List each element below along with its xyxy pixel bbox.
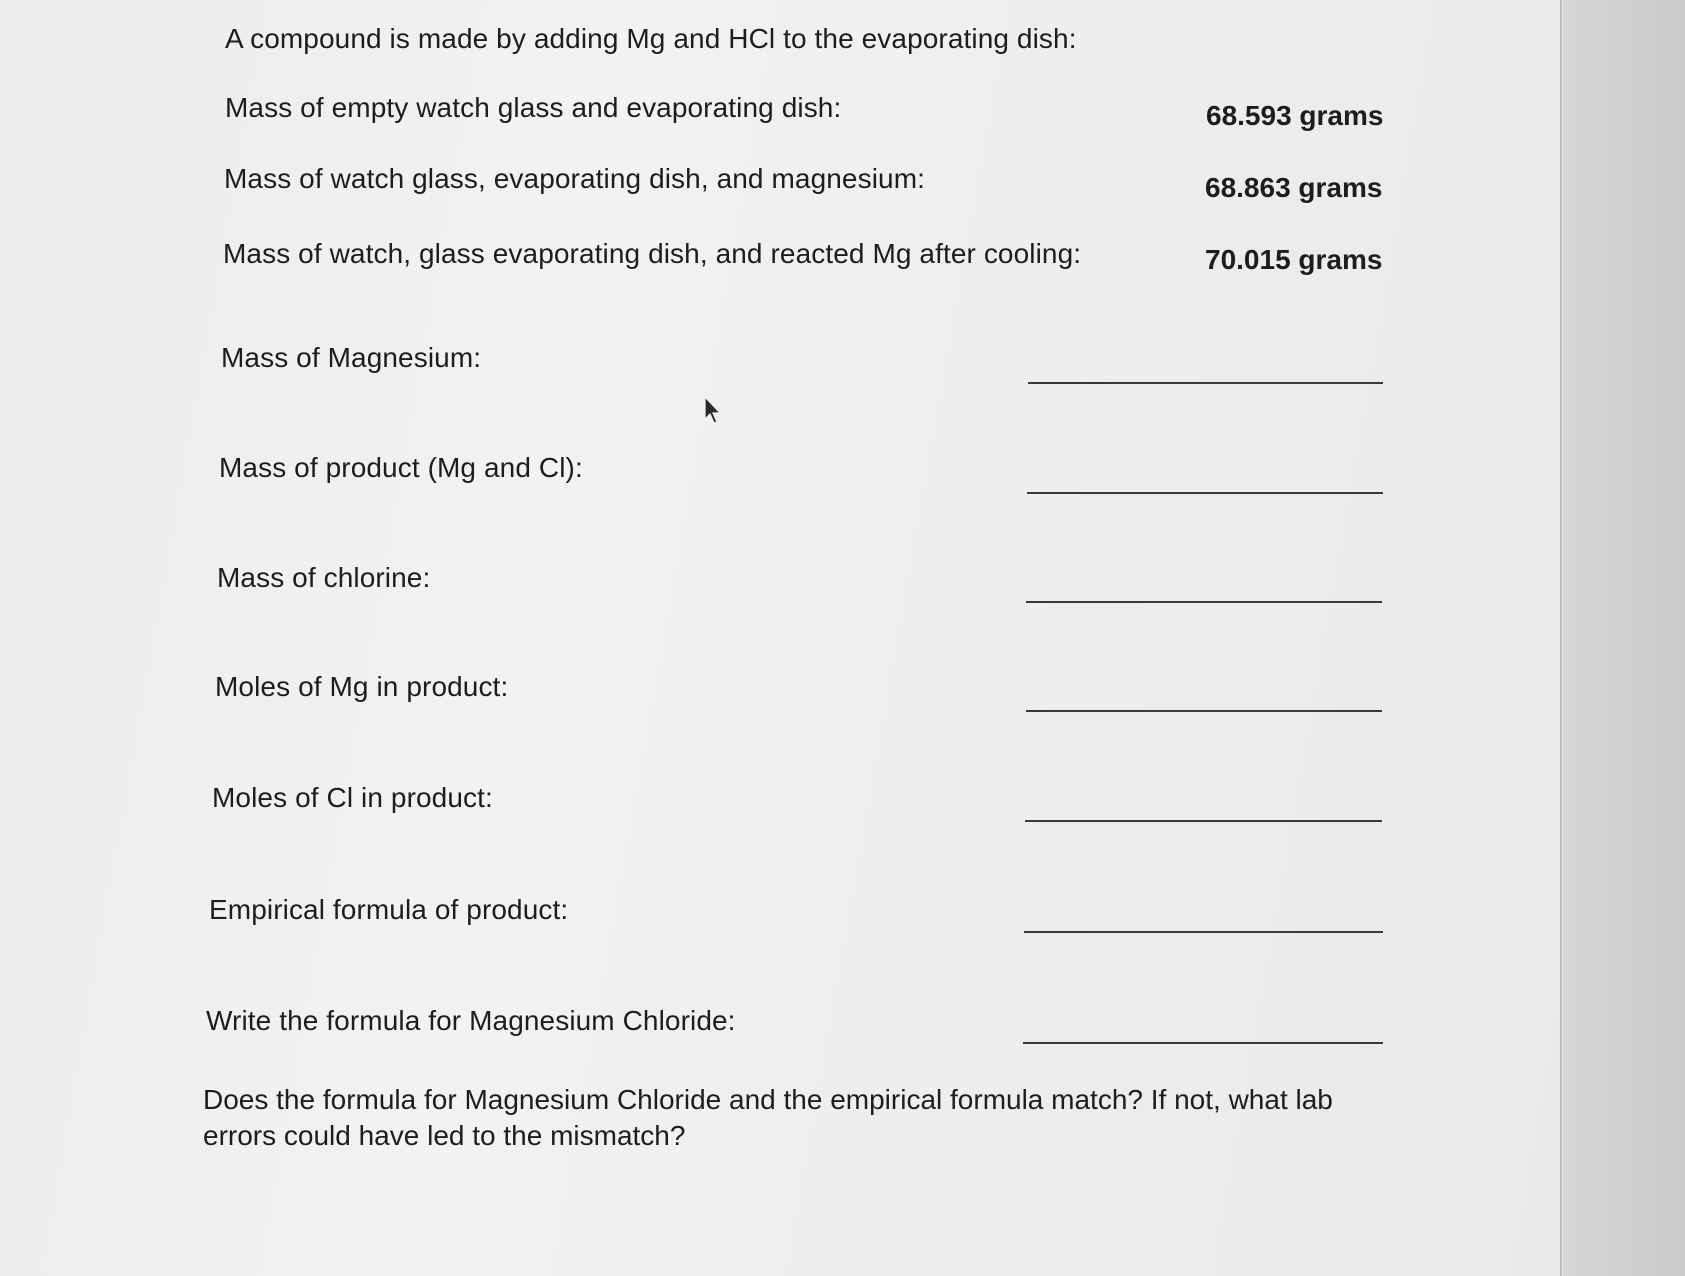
answer-blank-mass-product[interactable]	[1027, 492, 1383, 494]
answer-blank-moles-mg[interactable]	[1026, 710, 1382, 712]
field-label-magnesium-chloride-formula: Write the formula for Magnesium Chloride:	[206, 1005, 736, 1036]
given-value-3: 70.015 grams	[1205, 244, 1383, 275]
answer-blank-magnesium-chloride-formula[interactable]	[1023, 1042, 1383, 1044]
field-label-mass-product: Mass of product (Mg and Cl):	[219, 452, 583, 483]
field-label-mass-magnesium: Mass of Magnesium:	[221, 342, 482, 373]
page-edge	[1560, 0, 1562, 1276]
background-surface	[1563, 0, 1685, 1276]
field-label-moles-cl: Moles of Cl in product:	[212, 782, 493, 813]
field-label-mass-chlorine: Mass of chlorine:	[217, 562, 431, 593]
given-label-3: Mass of watch, glass evaporating dish, and reacted Mg after cooling:	[223, 238, 1082, 269]
given-label-1: Mass of empty watch glass and evaporating dish:	[225, 92, 842, 123]
answer-blank-empirical-formula[interactable]	[1024, 931, 1383, 933]
answer-blank-moles-cl[interactable]	[1025, 820, 1382, 822]
answer-blank-mass-magnesium[interactable]	[1028, 382, 1383, 384]
given-label-2: Mass of watch glass, evaporating dish, and magnesium:	[224, 163, 925, 194]
given-value-2: 68.863 grams	[1205, 172, 1383, 203]
answer-blank-mass-chlorine[interactable]	[1026, 601, 1382, 603]
given-value-1: 68.593 grams	[1206, 100, 1384, 131]
field-label-empirical-formula: Empirical formula of product:	[209, 894, 569, 925]
field-label-moles-mg: Moles of Mg in product:	[215, 671, 509, 702]
mouse-pointer-icon	[703, 395, 723, 425]
discussion-question: Does the formula for Magnesium Chloride and the empirical formula match? If not, what lab errors could have led to the mismatch?	[203, 1084, 1333, 1151]
intro-text: A compound is made by adding Mg and HCl to the evaporating dish:	[225, 23, 1077, 54]
